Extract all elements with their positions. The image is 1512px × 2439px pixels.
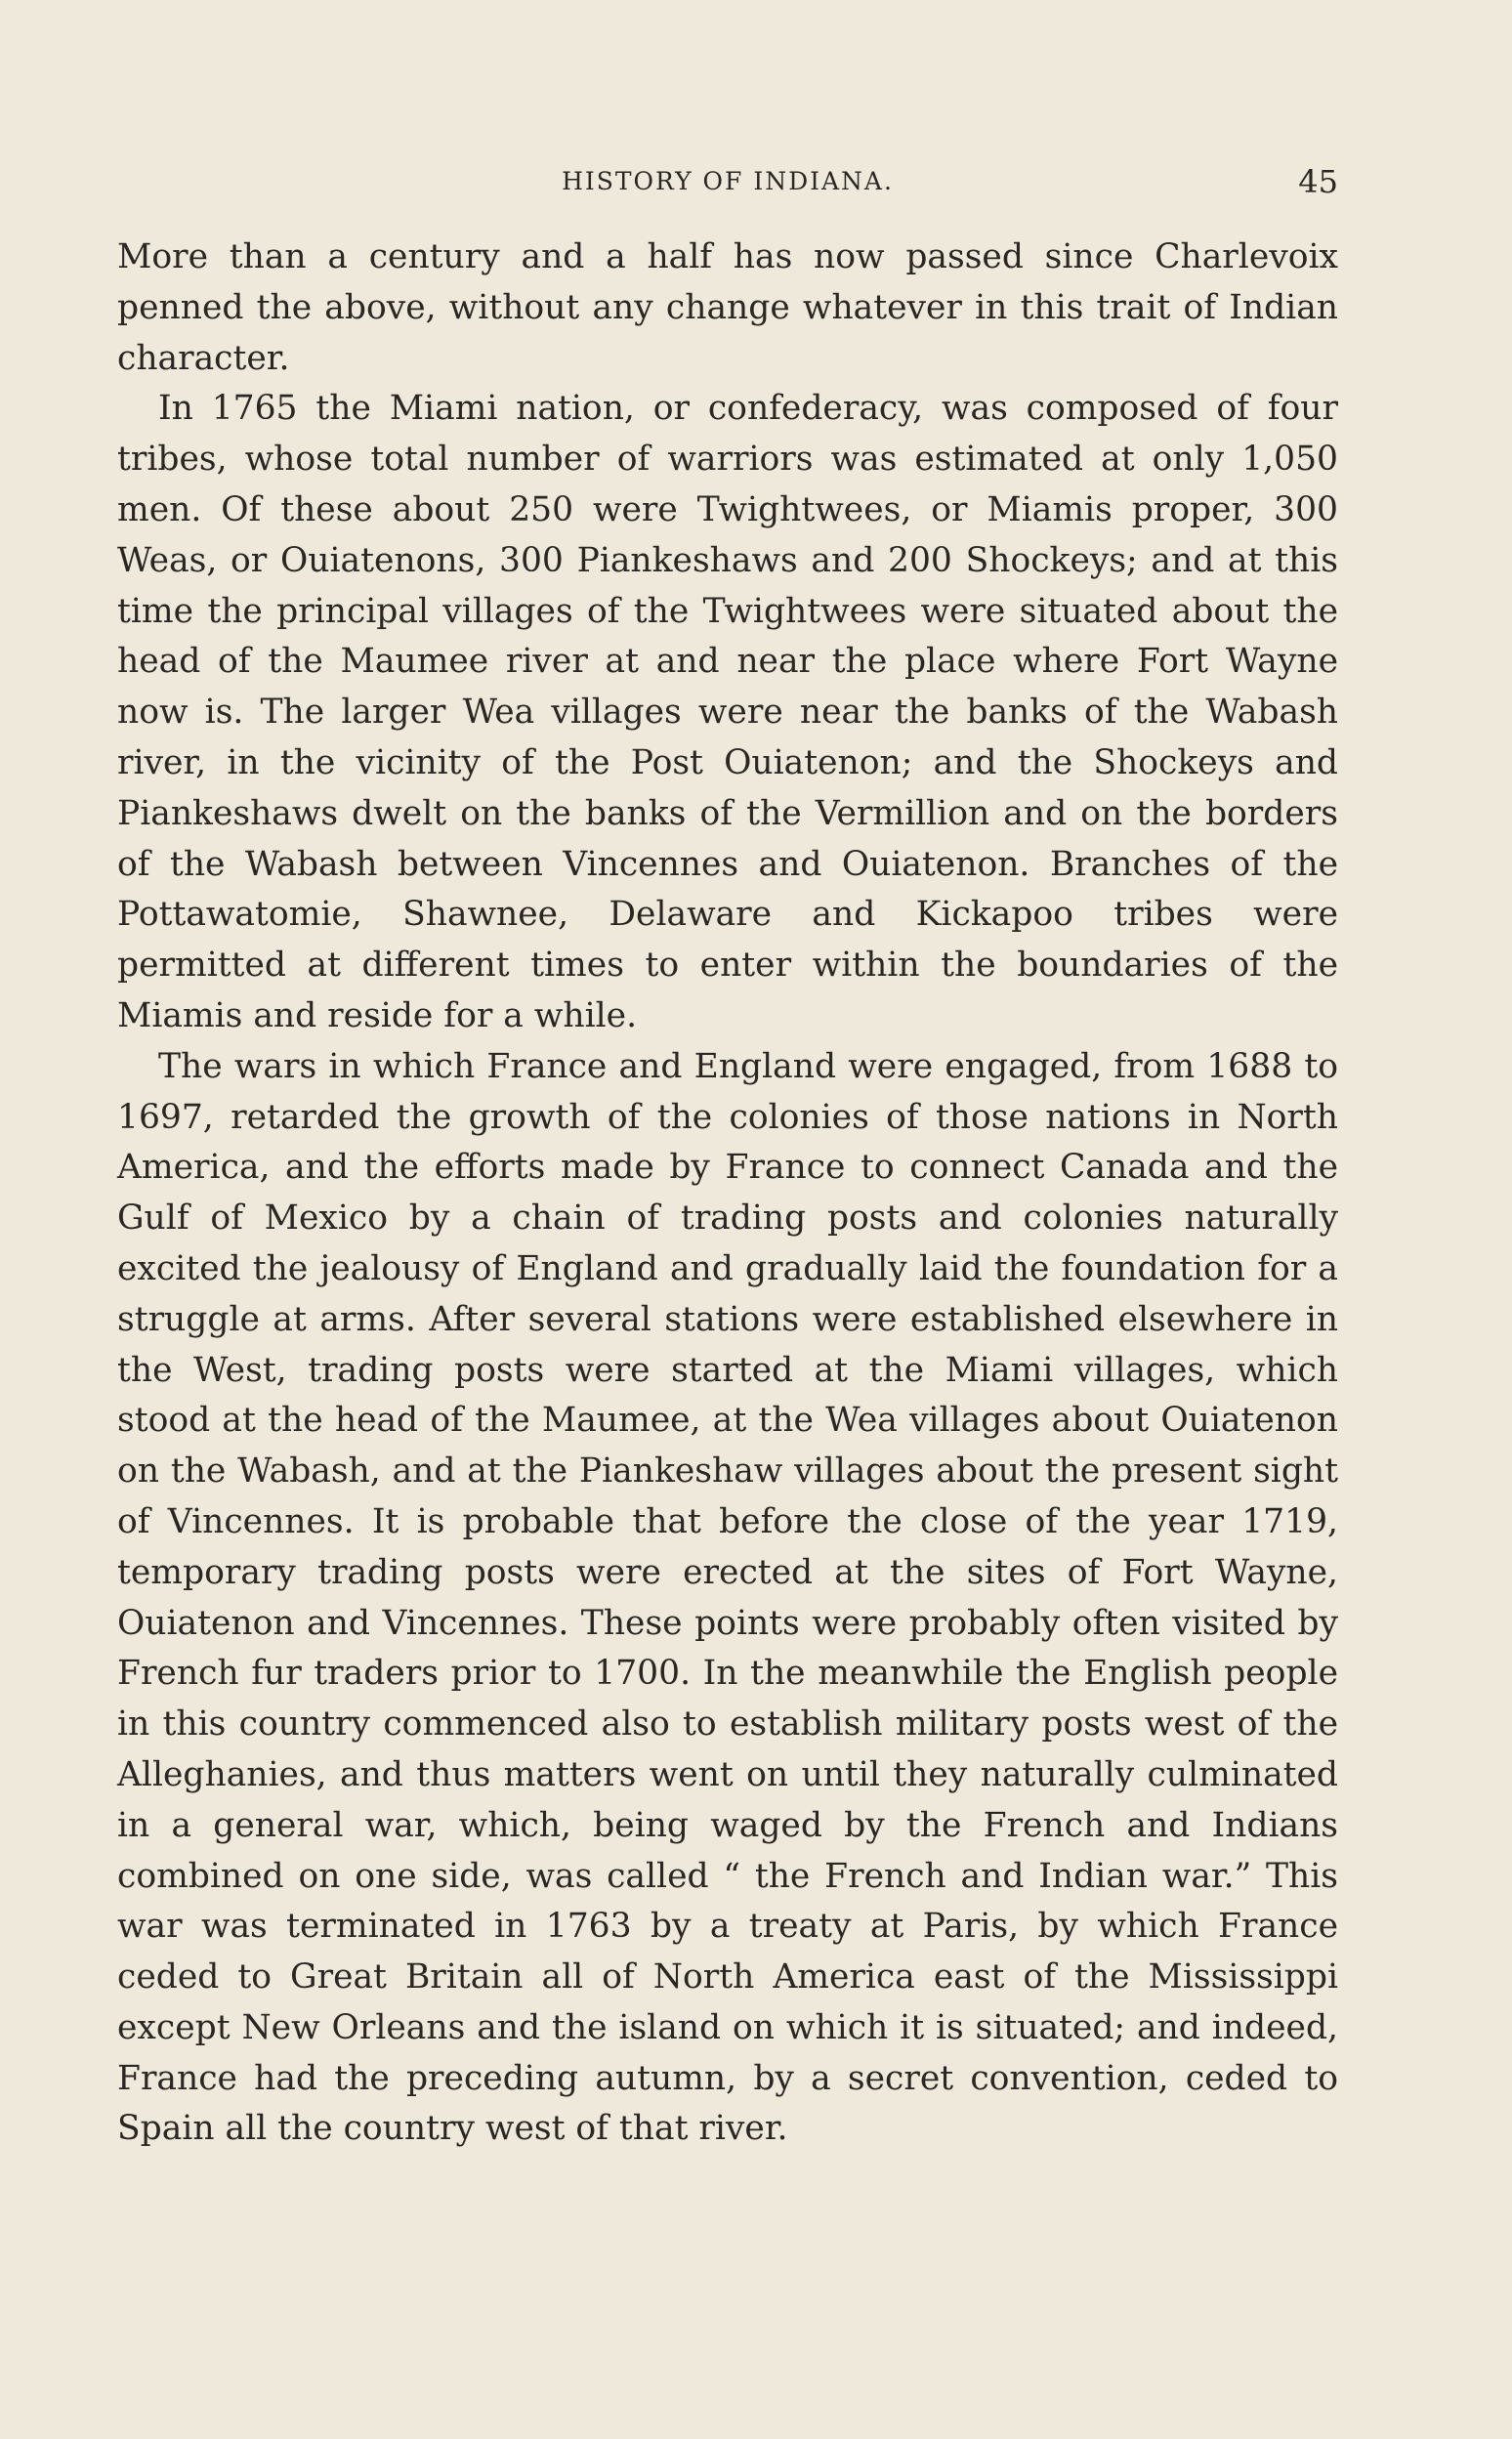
running-title: HISTORY OF INDIANA. bbox=[562, 167, 894, 195]
paragraph-2: In 1765 the Miami nation, or confederacy, was composed of four tribes, whose total number of warriors was estimated at only 1,050 men. Of these about 250 were Twightwees, or Miamis proper, 300 Weas, or Ouiatenons, 300 Piankeshaws and 200 Shockeys; and at this time the principal villages of the Twightwees were situated about the head of the Maumee river at and near the place where Fort Wayne now is. The larger Wea villages were near the banks of the Wabash river, in the vicinity of the Post Ouiatenon; and the Shockeys and Piankeshaws dwelt on the banks of the Vermillion and on the borders of the Wabash between Vincennes and Ouiatenon. Branches of the Pottawatomie, Shawnee, Delaware and Kickapoo tribes were permitted at different times to enter within the boundaries of the Miamis and reside for a while. bbox=[117, 389, 1338, 1035]
running-head bbox=[117, 162, 1338, 201]
paragraph-3: The wars in which France and England were engaged, from 1688 to 1697, retarded the growth of the colonies of those nations in North America, and the efforts made by France to connect Canada and the Gulf of Mexico by a chain of trading posts and colonies naturally excited the jealousy of England and gradually laid the foundation for a struggle at arms. After several stations were established elsewhere in the West, trading posts were started at the Miami villages, which stood at the head of the Maumee, at the Wea villages about Ouiatenon on the Wabash, and at the Piankeshaw villages about the present sight of Vincennes. It is probable that before the close of the year 1719, temporary trading posts were erected at the sites of Fort Wayne, Ouiatenon and Vincennes. These points were probably often visited by French fur traders prior to 1700. In the meanwhile the English people in this country commenced also to establish military posts west of the Alleghanies, and thus matters went on until they naturally culminated in a general war, which, being waged by the French and Indians combined on one side, was called “ the French and Indian war.” This war was terminated in 1763 by a treaty at Paris, by which France ceded to Great Britain all of North America east of the Mississippi except New Orleans and the island on which it is situated; and indeed, France had the preceding autumn, by a secret convention, ceded to Spain all the country west of that river. bbox=[117, 1046, 1338, 2149]
page-number: 45 bbox=[1298, 163, 1338, 200]
paragraph-1: More than a century and a half has now passed since Charlevoix penned the above, without any change whatever in this trait of Indian character. bbox=[117, 237, 1338, 378]
body-text bbox=[117, 232, 1338, 2155]
